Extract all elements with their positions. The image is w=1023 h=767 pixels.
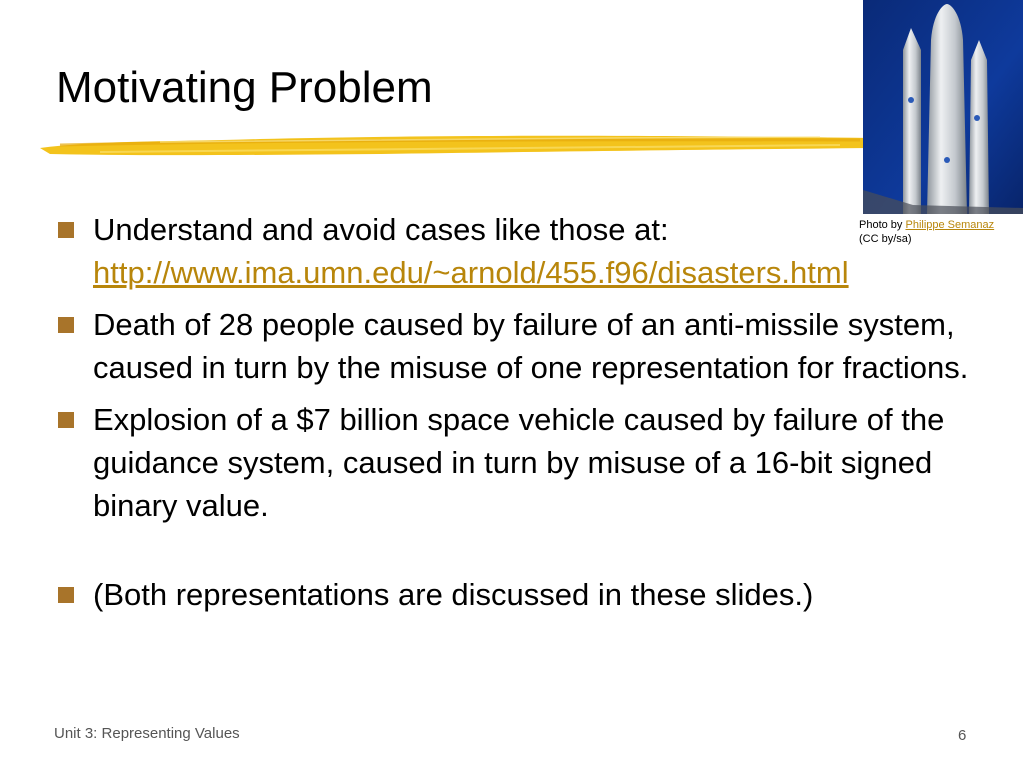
square-bullet-icon [58, 412, 74, 428]
bullet-text: (Both representations are discussed in these slides.) [93, 577, 814, 612]
square-bullet-icon [58, 222, 74, 238]
slide-title: Motivating Problem [56, 63, 433, 112]
bullet-item [58, 573, 1008, 616]
credit-license: (CC by/sa) [859, 233, 912, 245]
bullet-text: Death of 28 people caused by failure of an anti-missile system, caused in turn by the misuse of one representation for fractions. [93, 307, 969, 385]
credit-author-link[interactable]: Philippe Semanaz [905, 219, 995, 231]
title-brush-underline [40, 128, 870, 164]
square-bullet-icon [58, 587, 74, 603]
disasters-link[interactable]: http://www.ima.umn.edu/~arnold/455.f96/disasters.html [93, 255, 849, 290]
credit-prefix: Photo by [859, 219, 906, 231]
bullet-list [58, 208, 1008, 625]
bullet-text: Understand and avoid cases like those at: [93, 212, 669, 247]
bullet-text: Explosion of a $7 billion space vehicle caused by failure of the guidance system, caused in turn by misuse of a 16-bit signed binary value. [93, 402, 945, 523]
footer-unit-label: Unit 3: Representing Values [54, 725, 240, 742]
bullet-item [58, 398, 1008, 527]
rocket-photo [863, 0, 1023, 214]
bullet-item [58, 303, 1008, 389]
bullet-item [58, 208, 1008, 294]
page-number: 6 [958, 727, 967, 744]
square-bullet-icon [58, 317, 74, 333]
